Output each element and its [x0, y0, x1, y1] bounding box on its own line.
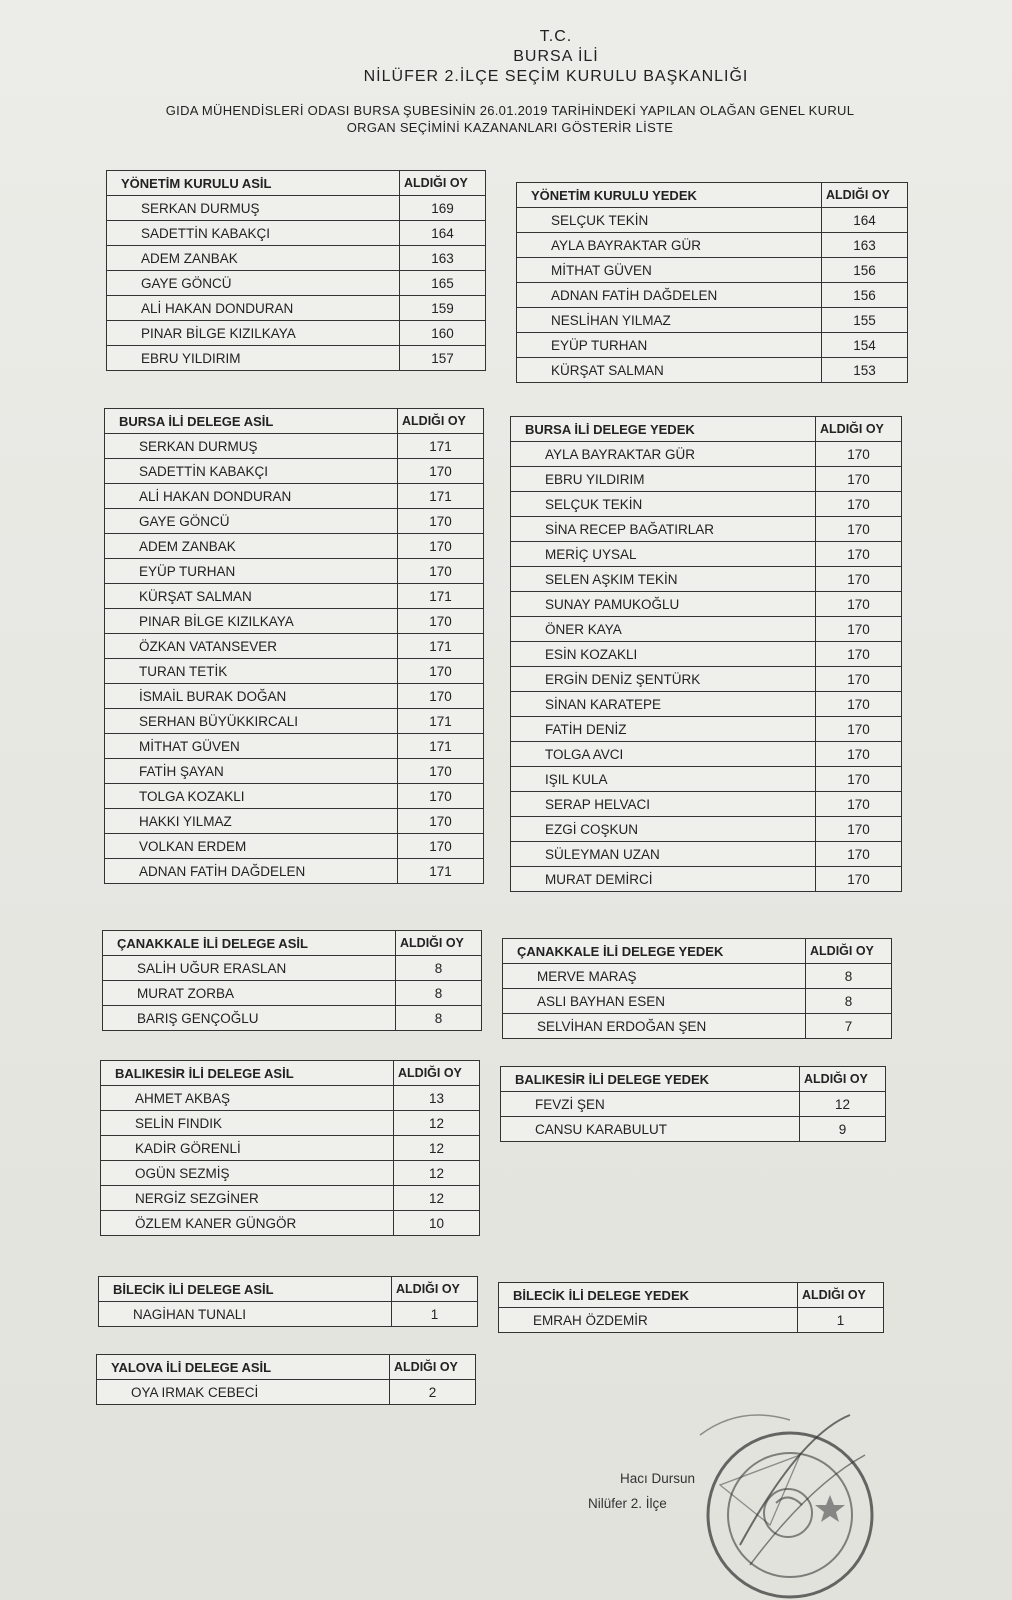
candidate-name: FATİH ŞAYAN: [105, 759, 398, 784]
vote-count: 170: [816, 742, 902, 767]
candidate-name: SİNAN KARATEPE: [511, 692, 816, 717]
vote-count: 170: [816, 592, 902, 617]
candidate-name: TOLGA AVCI: [511, 742, 816, 767]
candidate-name: SUNAY PAMUKOĞLU: [511, 592, 816, 617]
vote-count: 170: [816, 817, 902, 842]
header-line-1: T.C.: [539, 28, 573, 45]
signature-line-1: Hacı Dursun: [620, 1471, 696, 1486]
table-yalova-asil: [96, 1354, 476, 1405]
candidate-name: SERAP HELVACI: [511, 792, 816, 817]
vote-count: 8: [806, 964, 892, 989]
table-row: [107, 346, 486, 371]
table-row: [103, 1006, 482, 1031]
candidate-name: MERVE MARAŞ: [503, 964, 806, 989]
vote-count: 12: [800, 1092, 886, 1117]
table-row: [517, 308, 908, 333]
vote-count: 170: [816, 492, 902, 517]
table-row: [105, 434, 484, 459]
votes-column-header: ALDIĞI OY: [390, 1355, 476, 1380]
table-row: [511, 542, 902, 567]
table-row: [103, 981, 482, 1006]
candidate-name: TURAN TETİK: [105, 659, 398, 684]
header-line-2: BURSA İLİ: [513, 48, 599, 65]
candidate-name: MURAT ZORBA: [103, 981, 396, 1006]
table-header-row: [107, 171, 486, 196]
vote-count: 165: [400, 271, 486, 296]
table-row: [511, 467, 902, 492]
table-row: [101, 1136, 480, 1161]
candidate-name: EBRU YILDIRIM: [107, 346, 400, 371]
table-bursa-yedek: [510, 416, 902, 892]
vote-count: 171: [398, 709, 484, 734]
table-row: [517, 233, 908, 258]
table-canakkale-yedek: [502, 938, 892, 1039]
vote-count: 164: [822, 208, 908, 233]
vote-count: 8: [396, 1006, 482, 1031]
vote-count: 9: [800, 1117, 886, 1142]
table-row: [105, 684, 484, 709]
table-row: [107, 221, 486, 246]
table-row: [517, 258, 908, 283]
table-row: [511, 742, 902, 767]
table-row: [511, 792, 902, 817]
vote-count: 2: [390, 1380, 476, 1405]
table-row: [105, 809, 484, 834]
candidate-name: BARIŞ GENÇOĞLU: [103, 1006, 396, 1031]
votes-column-header: ALDIĞI OY: [400, 171, 486, 196]
table-title: BURSA İLİ DELEGE ASİL: [105, 409, 398, 434]
subtitle-line-1: GIDA MÜHENDİSLERİ ODASI BURSA ŞUBESİNİN 26.01.2019 TARİHİNDEKİ YAPILAN OLAĞAN GENEL KURUL: [165, 103, 855, 118]
vote-count: 171: [398, 584, 484, 609]
candidate-name: MİTHAT GÜVEN: [517, 258, 822, 283]
votes-column-header: ALDIĞI OY: [800, 1067, 886, 1092]
table-bursa-asil: [104, 408, 484, 884]
vote-count: 155: [822, 308, 908, 333]
candidate-name: İSMAİL BURAK DOĞAN: [105, 684, 398, 709]
signature-block: [588, 1466, 695, 1516]
table-row: [101, 1211, 480, 1236]
vote-count: 170: [816, 767, 902, 792]
vote-count: 170: [398, 759, 484, 784]
vote-count: 170: [816, 667, 902, 692]
vote-count: 12: [394, 1161, 480, 1186]
vote-count: 170: [398, 534, 484, 559]
table-title: ÇANAKKALE İLİ DELEGE YEDEK: [503, 939, 806, 964]
table-row: [105, 484, 484, 509]
table-bilecik-yedek: [498, 1282, 884, 1333]
table-row: [105, 834, 484, 859]
vote-count: 170: [816, 867, 902, 892]
table-yonetim-asil: [106, 170, 486, 371]
table-title: BURSA İLİ DELEGE YEDEK: [511, 417, 816, 442]
candidate-name: ALİ HAKAN DONDURAN: [105, 484, 398, 509]
vote-count: 171: [398, 859, 484, 884]
vote-count: 8: [396, 956, 482, 981]
candidate-name: OYA IRMAK CEBECİ: [97, 1380, 390, 1405]
subtitle-line-2: ORGAN SEÇİMİNİ KAZANANLARI GÖSTERİR LİSTE: [346, 120, 674, 135]
vote-count: 163: [400, 246, 486, 271]
candidate-name: SADETTİN KABAKÇI: [107, 221, 400, 246]
table-row: [105, 634, 484, 659]
table-row: [99, 1302, 478, 1327]
table-header-row: [99, 1277, 478, 1302]
table-row: [503, 1014, 892, 1039]
vote-count: 13: [394, 1086, 480, 1111]
vote-count: 12: [394, 1111, 480, 1136]
vote-count: 170: [398, 459, 484, 484]
table-row: [511, 842, 902, 867]
candidate-name: AYLA BAYRAKTAR GÜR: [511, 442, 816, 467]
table-row: [511, 592, 902, 617]
candidate-name: NERGİZ SEZGİNER: [101, 1186, 394, 1211]
candidate-name: VOLKAN ERDEM: [105, 834, 398, 859]
table-row: [107, 196, 486, 221]
vote-count: 153: [822, 358, 908, 383]
vote-count: 170: [398, 784, 484, 809]
table-header-row: [97, 1355, 476, 1380]
candidate-name: SİNA RECEP BAĞATIRLAR: [511, 517, 816, 542]
table-header-row: [499, 1283, 884, 1308]
table-row: [501, 1117, 886, 1142]
candidate-name: KADİR GÖRENLİ: [101, 1136, 394, 1161]
table-header-row: [103, 931, 482, 956]
votes-column-header: ALDIĞI OY: [822, 183, 908, 208]
table-row: [105, 859, 484, 884]
table-row: [511, 692, 902, 717]
vote-count: 170: [816, 517, 902, 542]
vote-count: 156: [822, 258, 908, 283]
table-row: [101, 1186, 480, 1211]
votes-column-header: ALDIĞI OY: [806, 939, 892, 964]
table-title: BİLECİK İLİ DELEGE YEDEK: [499, 1283, 798, 1308]
table-bilecik-asil: [98, 1276, 478, 1327]
table-row: [511, 642, 902, 667]
vote-count: 171: [398, 484, 484, 509]
vote-count: 170: [398, 684, 484, 709]
vote-count: 170: [816, 467, 902, 492]
candidate-name: SELİN FINDIK: [101, 1111, 394, 1136]
vote-count: 8: [806, 989, 892, 1014]
vote-count: 159: [400, 296, 486, 321]
table-header-row: [501, 1067, 886, 1092]
vote-count: 171: [398, 434, 484, 459]
table-yonetim-yedek: [516, 182, 908, 383]
table-title: ÇANAKKALE İLİ DELEGE ASİL: [103, 931, 396, 956]
table-title: YALOVA İLİ DELEGE ASİL: [97, 1355, 390, 1380]
candidate-name: PINAR BİLGE KIZILKAYA: [105, 609, 398, 634]
vote-count: 171: [398, 734, 484, 759]
table-row: [105, 559, 484, 584]
table-row: [517, 283, 908, 308]
candidate-name: AHMET AKBAŞ: [101, 1086, 394, 1111]
candidate-name: HAKKI YILMAZ: [105, 809, 398, 834]
table-header-row: [511, 417, 902, 442]
vote-count: 163: [822, 233, 908, 258]
table-row: [517, 333, 908, 358]
table-row: [101, 1161, 480, 1186]
official-seal-stamp: [680, 1395, 880, 1600]
table-row: [511, 567, 902, 592]
table-row: [517, 358, 908, 383]
candidate-name: FATİH DENİZ: [511, 717, 816, 742]
table-row: [511, 492, 902, 517]
table-row: [105, 509, 484, 534]
table-row: [107, 296, 486, 321]
vote-count: 170: [816, 442, 902, 467]
vote-count: 170: [816, 842, 902, 867]
candidate-name: ADNAN FATİH DAĞDELEN: [105, 859, 398, 884]
table-row: [503, 989, 892, 1014]
candidate-name: SADETTİN KABAKÇI: [105, 459, 398, 484]
votes-column-header: ALDIĞI OY: [816, 417, 902, 442]
table-row: [511, 767, 902, 792]
document-header: [0, 28, 1012, 86]
votes-column-header: ALDIĞI OY: [392, 1277, 478, 1302]
vote-count: 171: [398, 634, 484, 659]
candidate-name: KÜRŞAT SALMAN: [105, 584, 398, 609]
table-title: BALIKESİR İLİ DELEGE ASİL: [101, 1061, 394, 1086]
candidate-name: ASLI BAYHAN ESEN: [503, 989, 806, 1014]
table-row: [101, 1111, 480, 1136]
table-header-row: [503, 939, 892, 964]
vote-count: 170: [398, 509, 484, 534]
vote-count: 12: [394, 1136, 480, 1161]
candidate-name: AYLA BAYRAKTAR GÜR: [517, 233, 822, 258]
vote-count: 170: [816, 642, 902, 667]
table-row: [511, 867, 902, 892]
table-row: [501, 1092, 886, 1117]
table-row: [105, 784, 484, 809]
table-title: YÖNETİM KURULU YEDEK: [517, 183, 822, 208]
table-row: [105, 709, 484, 734]
candidate-name: SERKAN DURMUŞ: [107, 196, 400, 221]
table-row: [103, 956, 482, 981]
table-row: [511, 617, 902, 642]
vote-count: 170: [816, 717, 902, 742]
votes-column-header: ALDIĞI OY: [398, 409, 484, 434]
vote-count: 10: [394, 1211, 480, 1236]
candidate-name: EBRU YILDIRIM: [511, 467, 816, 492]
table-row: [499, 1308, 884, 1333]
candidate-name: KÜRŞAT SALMAN: [517, 358, 822, 383]
table-balikesir-asil: [100, 1060, 480, 1236]
vote-count: 7: [806, 1014, 892, 1039]
table-row: [107, 321, 486, 346]
table-title: BİLECİK İLİ DELEGE ASİL: [99, 1277, 392, 1302]
candidate-name: CANSU KARABULUT: [501, 1117, 800, 1142]
candidate-name: ESİN KOZAKLI: [511, 642, 816, 667]
table-row: [511, 667, 902, 692]
table-row: [107, 246, 486, 271]
vote-count: 170: [816, 692, 902, 717]
candidate-name: SELEN AŞKIM TEKİN: [511, 567, 816, 592]
candidate-name: NESLİHAN YILMAZ: [517, 308, 822, 333]
vote-count: 1: [798, 1308, 884, 1333]
vote-count: 156: [822, 283, 908, 308]
table-row: [105, 534, 484, 559]
table-title: YÖNETİM KURULU ASİL: [107, 171, 400, 196]
candidate-name: GAYE GÖNCÜ: [105, 509, 398, 534]
candidate-name: FEVZİ ŞEN: [501, 1092, 800, 1117]
table-row: [101, 1086, 480, 1111]
votes-column-header: ALDIĞI OY: [396, 931, 482, 956]
table-row: [105, 584, 484, 609]
vote-count: 170: [816, 617, 902, 642]
vote-count: 170: [816, 542, 902, 567]
candidate-name: SERKAN DURMUŞ: [105, 434, 398, 459]
table-row: [511, 517, 902, 542]
table-header-row: [517, 183, 908, 208]
candidate-name: EZGİ COŞKUN: [511, 817, 816, 842]
candidate-name: EMRAH ÖZDEMİR: [499, 1308, 798, 1333]
candidate-name: ADNAN FATİH DAĞDELEN: [517, 283, 822, 308]
candidate-name: ADEM ZANBAK: [107, 246, 400, 271]
candidate-name: ÖNER KAYA: [511, 617, 816, 642]
table-header-row: [105, 409, 484, 434]
candidate-name: SERHAN BÜYÜKKIRCALI: [105, 709, 398, 734]
candidate-name: ÖZLEM KANER GÜNGÖR: [101, 1211, 394, 1236]
vote-count: 170: [398, 609, 484, 634]
candidate-name: ADEM ZANBAK: [105, 534, 398, 559]
candidate-name: ÖZKAN VATANSEVER: [105, 634, 398, 659]
table-title: BALIKESİR İLİ DELEGE YEDEK: [501, 1067, 800, 1092]
vote-count: 1: [392, 1302, 478, 1327]
table-row: [107, 271, 486, 296]
table-row: [511, 717, 902, 742]
candidate-name: SELVİHAN ERDOĞAN ŞEN: [503, 1014, 806, 1039]
table-row: [105, 659, 484, 684]
table-balikesir-yedek: [500, 1066, 886, 1142]
candidate-name: MURAT DEMİRCİ: [511, 867, 816, 892]
votes-column-header: ALDIĞI OY: [798, 1283, 884, 1308]
vote-count: 170: [398, 559, 484, 584]
candidate-name: GAYE GÖNCÜ: [107, 271, 400, 296]
signature-line-2: Nilüfer 2. İlçe: [588, 1496, 667, 1511]
vote-count: 8: [396, 981, 482, 1006]
candidate-name: EYÜP TURHAN: [105, 559, 398, 584]
candidate-name: ERGİN DENİZ ŞENTÜRK: [511, 667, 816, 692]
table-row: [97, 1380, 476, 1405]
candidate-name: SELÇUK TEKİN: [511, 492, 816, 517]
candidate-name: EYÜP TURHAN: [517, 333, 822, 358]
table-row: [105, 759, 484, 784]
table-header-row: [101, 1061, 480, 1086]
vote-count: 170: [816, 567, 902, 592]
candidate-name: MERİÇ UYSAL: [511, 542, 816, 567]
table-row: [517, 208, 908, 233]
vote-count: 160: [400, 321, 486, 346]
vote-count: 154: [822, 333, 908, 358]
candidate-name: OGÜN SEZMİŞ: [101, 1161, 394, 1186]
table-row: [503, 964, 892, 989]
vote-count: 170: [816, 792, 902, 817]
candidate-name: TOLGA KOZAKLI: [105, 784, 398, 809]
vote-count: 170: [398, 659, 484, 684]
vote-count: 12: [394, 1186, 480, 1211]
candidate-name: SELÇUK TEKİN: [517, 208, 822, 233]
candidate-name: IŞIL KULA: [511, 767, 816, 792]
table-row: [105, 459, 484, 484]
vote-count: 157: [400, 346, 486, 371]
vote-count: 169: [400, 196, 486, 221]
candidate-name: SÜLEYMAN UZAN: [511, 842, 816, 867]
candidate-name: PINAR BİLGE KIZILKAYA: [107, 321, 400, 346]
candidate-name: MİTHAT GÜVEN: [105, 734, 398, 759]
vote-count: 164: [400, 221, 486, 246]
header-line-3: NİLÜFER 2.İLÇE SEÇİM KURULU BAŞKANLIĞI: [363, 68, 749, 85]
candidate-name: SALİH UĞUR ERASLAN: [103, 956, 396, 981]
votes-column-header: ALDIĞI OY: [394, 1061, 480, 1086]
vote-count: 170: [398, 809, 484, 834]
table-row: [105, 609, 484, 634]
vote-count: 170: [398, 834, 484, 859]
document-subtitle: [120, 102, 900, 136]
table-canakkale-asil: [102, 930, 482, 1031]
table-row: [105, 734, 484, 759]
candidate-name: NAGİHAN TUNALI: [99, 1302, 392, 1327]
table-row: [511, 817, 902, 842]
candidate-name: ALİ HAKAN DONDURAN: [107, 296, 400, 321]
table-row: [511, 442, 902, 467]
